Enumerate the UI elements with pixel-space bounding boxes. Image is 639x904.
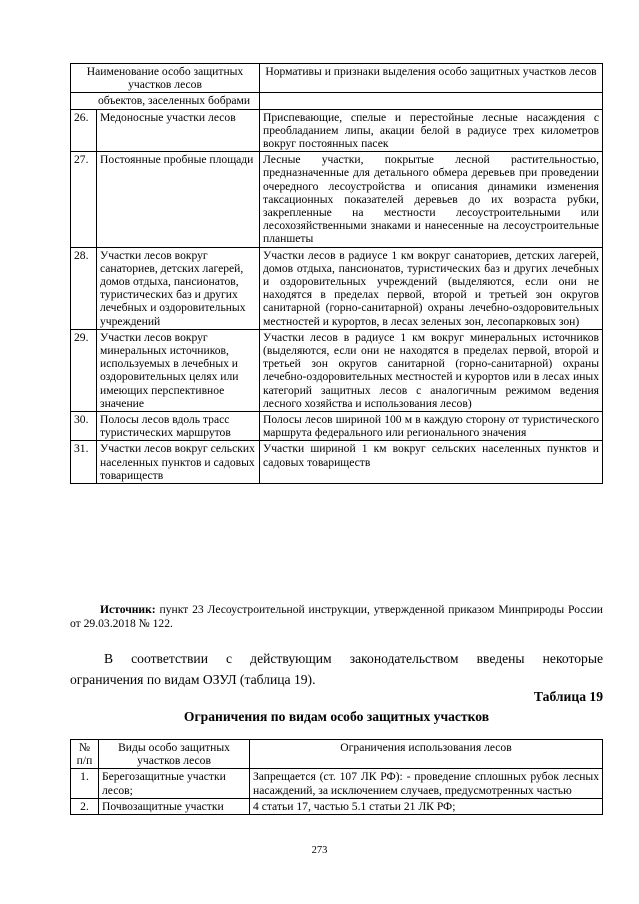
header-number-column: № п/п (71, 740, 99, 769)
paragraph-line-1: В соответствии с действующим законодательством введены некоторые (104, 651, 603, 666)
row-name: Медоносные участки лесов (97, 109, 260, 152)
row-criteria: Приспевающие, спелые и перестойные лесные насаждения с преобладанием липы, акации белой в радиусе трех километров вокруг постоянных пасек (260, 109, 603, 152)
page-number: 273 (311, 845, 328, 856)
table-row (71, 441, 603, 484)
table-row-continuation (71, 93, 603, 109)
table-row (71, 152, 603, 247)
row-name: Постоянные пробные площади (97, 152, 260, 247)
row-number: 31. (71, 441, 97, 484)
row-criteria: Участки шириной 1 км вокруг сельских населенных пунктов и садовых товариществ (260, 441, 603, 484)
table-row (71, 412, 603, 441)
table-header-row (71, 64, 603, 93)
paragraph-line-2: ограничения по видам ОЗУЛ (таблица 19). (70, 672, 316, 687)
row-criteria: Участки лесов в радиусе 1 км вокруг санаториев, детских лагерей, домов отдыха, пансионатов, туристических баз и других лечебных и оздоровительных учреждений (выделяются, если они не находятся в пределах первой, второй и третьей зон округов санитарной (горно-санитарной) охраны лечебно-оздоровительных местностей и курортов, в лесах зеленых зон, лесопарковых зон) (260, 247, 603, 329)
table-header-row (71, 740, 603, 769)
row-number: 28. (71, 247, 97, 329)
row-name: Участки лесов вокруг сельских населенных пунктов и садовых товариществ (97, 441, 260, 484)
row-criteria: Полосы лесов шириной 100 м в каждую сторону от туристического маршрута федерального или регионального значения (260, 412, 603, 441)
body-paragraph (70, 648, 603, 690)
header-type-column: Виды особо защитных участков лесов (99, 740, 250, 769)
row-name: Участки лесов вокруг минеральных источников, используемых в лечебных и оздоровительных целях или имеющих перспективное значение (97, 329, 260, 411)
ozul-criteria-table (70, 63, 603, 484)
row-number: 26. (71, 109, 97, 152)
table-title: Ограничения по видам особо защитных участков (183, 709, 490, 724)
row-restrictions: Запрещается (ст. 107 ЛК РФ): - проведение сплошных рубок лесных насаждений, за исключением случаев, предусмотренных частью (250, 769, 603, 798)
restrictions-table (70, 739, 603, 815)
table-row (71, 769, 603, 798)
row-type: Берегозащитные участки лесов; (99, 769, 250, 798)
continuation-cell: объектов, заселенных бобрами (71, 93, 260, 109)
row-restrictions: 4 статьи 17, частью 5.1 статьи 21 ЛК РФ; (250, 798, 603, 814)
source-text: пункт 23 Лесоустроительной инструкции, утвержденной приказом Минприроды России от 29.03.2018 № 122. (70, 603, 603, 630)
row-number: 30. (71, 412, 97, 441)
row-type: Почвозащитные участки (99, 798, 250, 814)
header-restrictions-column: Ограничения использования лесов (250, 740, 603, 769)
table-row (71, 329, 603, 411)
table-row (71, 109, 603, 152)
header-criteria-column: Нормативы и признаки выделения особо защитных участков лесов (260, 64, 603, 93)
row-number: 27. (71, 152, 97, 247)
row-name: Полосы лесов вдоль трасс туристических маршрутов (97, 412, 260, 441)
row-number: 2. (71, 798, 99, 814)
table-number: Таблица 19 (533, 689, 603, 704)
row-criteria: Лесные участки, покрытые лесной растительностью, предназначенные для детального обмера деревьев при проведении очередного лесоустройства и описания динамики изменения таксационных показателей деревьев до их возраста рубки, закрепленные на местности лесоустроительными или лесохозяйственными знаками и нанесенные на лесоустроительные планшеты (260, 152, 603, 247)
table-row (71, 247, 603, 329)
empty-cell (260, 93, 603, 109)
row-number: 29. (71, 329, 97, 411)
row-number: 1. (71, 769, 99, 798)
row-name: Участки лесов вокруг санаториев, детских лагерей, домов отдыха, пансионатов, туристических баз и других лечебных и оздоровительных учреждений (97, 247, 260, 329)
source-note (70, 603, 603, 631)
table-row (71, 798, 603, 814)
source-label: Источник: (100, 603, 156, 616)
header-name-column: Наименование особо защитных участков лесов (71, 64, 260, 93)
row-criteria: Участки лесов в радиусе 1 км вокруг минеральных источников (выделяются, если они не находятся в пределах первой, второй и третьей зон округов санитарной (горно-санитарной) охраны лечебно-оздоровительных местностей и курортов или в лесах иных категорий защитных лесов с аналогичным режимом ведения лесного хозяйства и использования лесов) (260, 329, 603, 411)
